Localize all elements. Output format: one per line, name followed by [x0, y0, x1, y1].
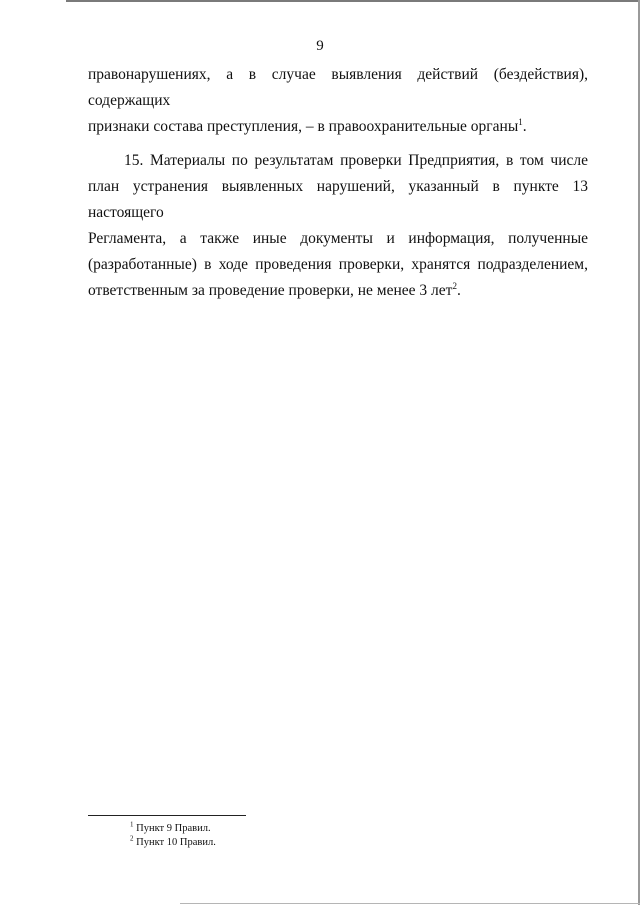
text-line: Регламента, а также иные документы и информация, полученные — [88, 230, 588, 247]
footnote-number: 2 — [130, 834, 134, 843]
paragraph-gap — [88, 140, 588, 148]
footnote-text: Пункт 9 Правил. — [136, 823, 211, 834]
footnote-ref: 2 — [452, 280, 457, 291]
scan-edge-bottom — [180, 903, 640, 904]
text-line: (разработанные) в ходе проведения проверки, хранятся подразделением, — [88, 256, 588, 273]
footnote-text: Пункт 10 Правил. — [136, 837, 216, 848]
footnote-number: 1 — [130, 820, 134, 829]
page-number: 9 — [316, 38, 324, 54]
text-line: правонарушениях, а в случае выявления действий (бездействия), содержащих — [88, 66, 588, 109]
footnotes — [130, 822, 216, 850]
text-fragment: . — [522, 118, 527, 135]
text-fragment: признаки состава преступления, – в правоохранительные органы — [88, 118, 519, 135]
footnote-ref: 1 — [518, 116, 523, 127]
text-line: план устранения выявленных нарушений, указанный в пункте 13 настоящего — [88, 178, 588, 221]
paragraph-continuation — [88, 62, 588, 140]
text-fragment: ответственным за проведение проверки, не менее 3 лет — [88, 282, 453, 299]
text-line: 15. Материалы по результатам проверки Предприятия, в том числе — [124, 152, 588, 169]
text-fragment: . — [456, 282, 461, 299]
scan-edge-top — [66, 0, 640, 2]
text-line — [88, 278, 588, 304]
footnote-item — [130, 836, 216, 850]
text-line — [88, 114, 588, 140]
body-text — [88, 62, 588, 304]
footnote-item — [130, 822, 216, 836]
footnote-separator — [88, 815, 246, 816]
paragraph-15 — [88, 148, 588, 304]
